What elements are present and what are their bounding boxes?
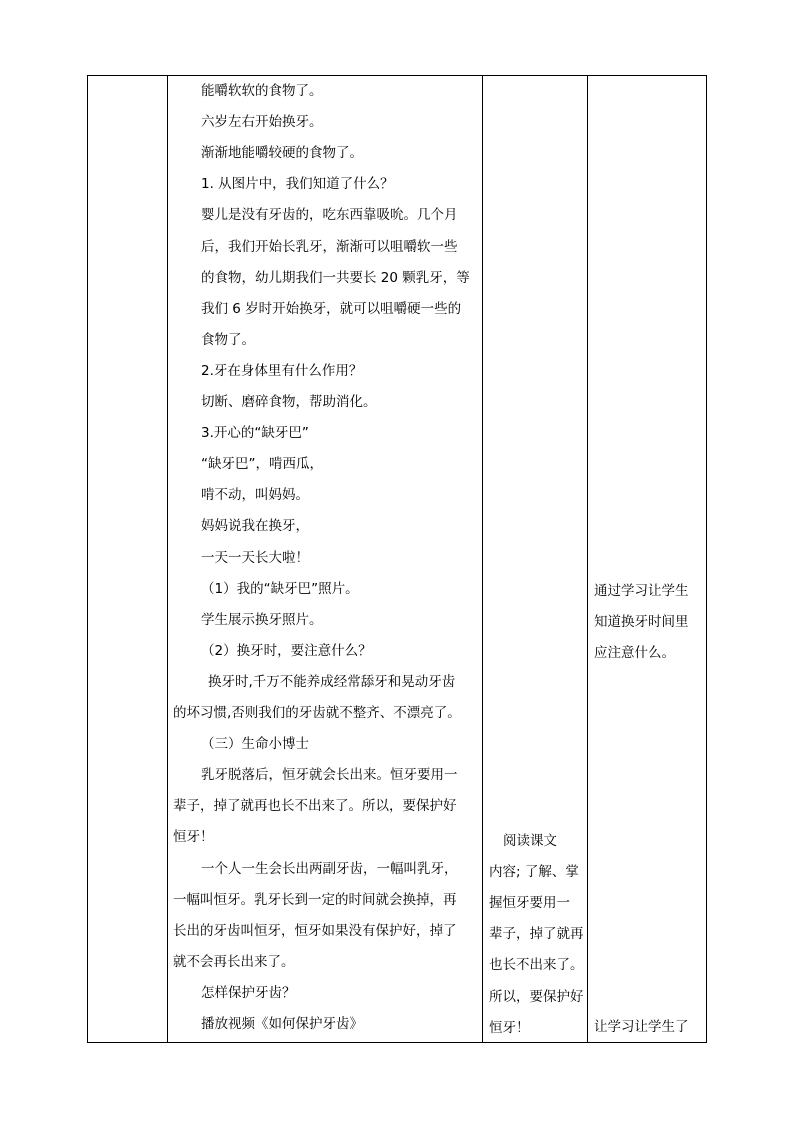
- text-line: 的坏习惯,否则我们的牙齿就不整齐、不漂亮了。: [173, 705, 461, 721]
- text-line: 渐渐地能嚼较硬的食物了。: [201, 145, 363, 162]
- text-line: 啃不动，叫妈妈。: [201, 487, 309, 504]
- text-line: 一个人一生会长出两副牙齿，一幅叫乳牙，: [201, 860, 458, 877]
- text-line: 怎样保护牙齿？: [201, 984, 296, 1001]
- text-line: 换牙时,千万不能养成经常舔牙和晃动牙齿: [208, 673, 456, 690]
- text-line: 婴儿是没有牙齿的，吃东西靠吸吮。几个月: [201, 207, 458, 224]
- text-line: （2）换牙时，要注意什么？: [201, 642, 372, 659]
- text-line: 3.开心的“缺牙巴”: [201, 425, 309, 442]
- text-line: 一幅叫恒牙。乳牙长到一定的时间就会换掉，再: [173, 891, 457, 908]
- text-line: 辈子，掉了就再: [489, 926, 584, 943]
- text-line: 握恒牙要用一: [489, 895, 570, 912]
- text-line: 所以，要保护好: [489, 988, 584, 1005]
- text-line: 阅读课文: [503, 833, 557, 849]
- text-line: 妈妈说我在换牙，: [201, 518, 309, 535]
- text-line: 通过学习让学生: [594, 583, 689, 599]
- text-line: 食物了。: [201, 331, 255, 348]
- text-line: 后，我们开始长乳牙，渐渐可以咀嚼软一些: [201, 238, 458, 255]
- text-line: 能嚼软软的食物了。: [201, 83, 323, 99]
- teaching-process-cell: [167, 76, 482, 1042]
- text-line: 长出的牙齿叫恒牙，恒牙如果没有保护好，掉了: [173, 922, 457, 939]
- design-intent-cell: [588, 76, 706, 1042]
- text-line: 也长不出来了。: [489, 957, 584, 974]
- text-line: 切断、磨碎食物，帮助消化。: [201, 394, 377, 410]
- text-line: 辈子，掉了就再也长不出来了。所以，要保护好: [173, 798, 457, 815]
- text-line: 知道换牙时间里: [594, 614, 689, 631]
- text-line: 1. 从图片中，我们知道了什么？: [201, 176, 394, 193]
- text-line: 播放视频《如何保护牙齿》: [201, 1016, 363, 1032]
- text-line: 应注意什么。: [594, 645, 675, 662]
- text-line: （三）生命小博士: [201, 736, 309, 753]
- text-line: 的食物，幼儿期我们一共要长 20 颗乳牙，等: [201, 269, 470, 286]
- text-line: 恒牙！: [489, 1019, 530, 1036]
- text-line: 六岁左右开始换牙。: [201, 114, 323, 131]
- text-line: 我们 6 岁时开始换牙，就可以咀嚼硬一些的: [201, 300, 462, 317]
- text-line: 学生展示换牙照片。: [201, 611, 323, 628]
- text-line: 2.牙在身体里有什么作用？: [201, 362, 363, 379]
- student-activity-cell: [483, 76, 587, 1042]
- text-line: 让学习让学生了: [594, 1019, 689, 1035]
- text-line: 恒牙！: [173, 829, 214, 846]
- text-line: 就不会再长出来了。: [173, 953, 295, 970]
- text-line: 一天一天长大啦！: [201, 549, 309, 566]
- lesson-plan-table: [87, 75, 707, 1043]
- text-line: 内容; 了解、掌: [489, 864, 579, 881]
- text-line: 乳牙脱落后，恒牙就会长出来。恒牙要用一: [201, 767, 458, 784]
- text-line: “缺牙巴”，啃西瓜，: [201, 456, 323, 473]
- empty-column-cell: [88, 76, 167, 1042]
- text-line: （1）我的“缺牙巴”照片。: [201, 580, 359, 597]
